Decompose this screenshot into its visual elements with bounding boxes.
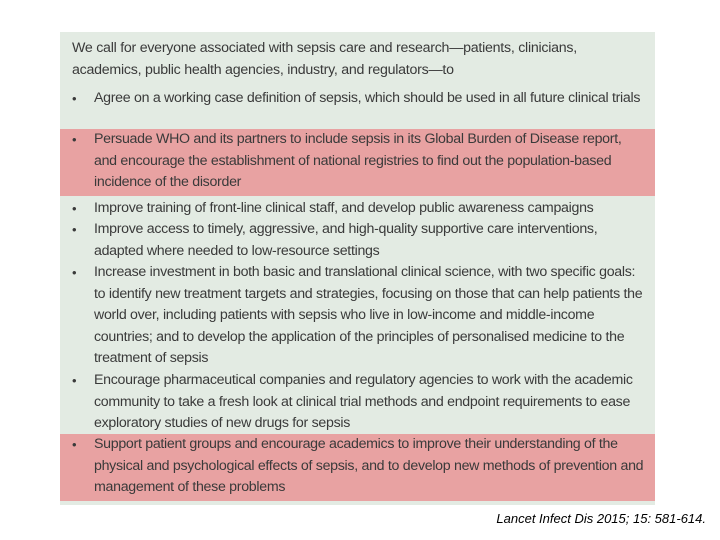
list-item-text: Persuade WHO and its partners to include sepsis in its Global Burden of Disease report, and encourage the establishment of national registries to find out the population-based incidence of the disorder	[94, 131, 622, 190]
list-item-text: Agree on a working case definition of sepsis, which should be used in all future clinical trials	[94, 90, 641, 106]
bullet-icon: •	[72, 265, 77, 280]
bullet-icon: •	[72, 437, 77, 452]
list-item-text: Improve access to timely, aggressive, and high-quality supportive care interventions, adapted where needed to low-resource settings	[94, 221, 598, 259]
list-item	[60, 219, 655, 262]
list-item	[60, 198, 655, 220]
list-item	[60, 88, 655, 131]
quote-panel	[60, 32, 655, 505]
list-item-text: Improve training of front-line clinical staff, and develop public awareness campaigns	[94, 200, 594, 216]
list-item	[60, 262, 655, 370]
list-item-highlighted	[60, 434, 655, 501]
bullet-icon: •	[72, 91, 77, 106]
list-item	[60, 370, 655, 434]
bullet-icon: •	[72, 373, 77, 388]
bullet-icon: •	[72, 201, 77, 216]
list-item-text: Increase investment in both basic and translational clinical science, with two specific goals: to identify new treatment targets and strategies, focusing on those that can help patients the world over, including patients with sepsis who live in low-income and middle-income countries; and to develop the application of the principles of personalised medicine to the treatment of sepsis	[94, 264, 643, 366]
list-item-text: Support patient groups and encourage academics to improve their understanding of the physical and psychological effects of sepsis, and to develop new methods of prevention and management of these problems	[94, 436, 644, 495]
list-item-highlighted	[60, 129, 655, 196]
intro-text: We call for everyone associated with sepsis care and research—patients, clinicians, academics, public health agencies, industry, and regulators—to	[72, 40, 577, 78]
list-item-text: Encourage pharmaceutical companies and regulatory agencies to work with the academic community to take a fresh look at clinical trial methods and endpoint requirements to ease exploratory studies of new drugs for sepsis	[94, 372, 633, 431]
bullet-icon: •	[72, 132, 77, 147]
bullet-icon: •	[72, 222, 77, 237]
citation: Lancet Infect Dis 2015; 15: 581-614.	[496, 511, 706, 526]
